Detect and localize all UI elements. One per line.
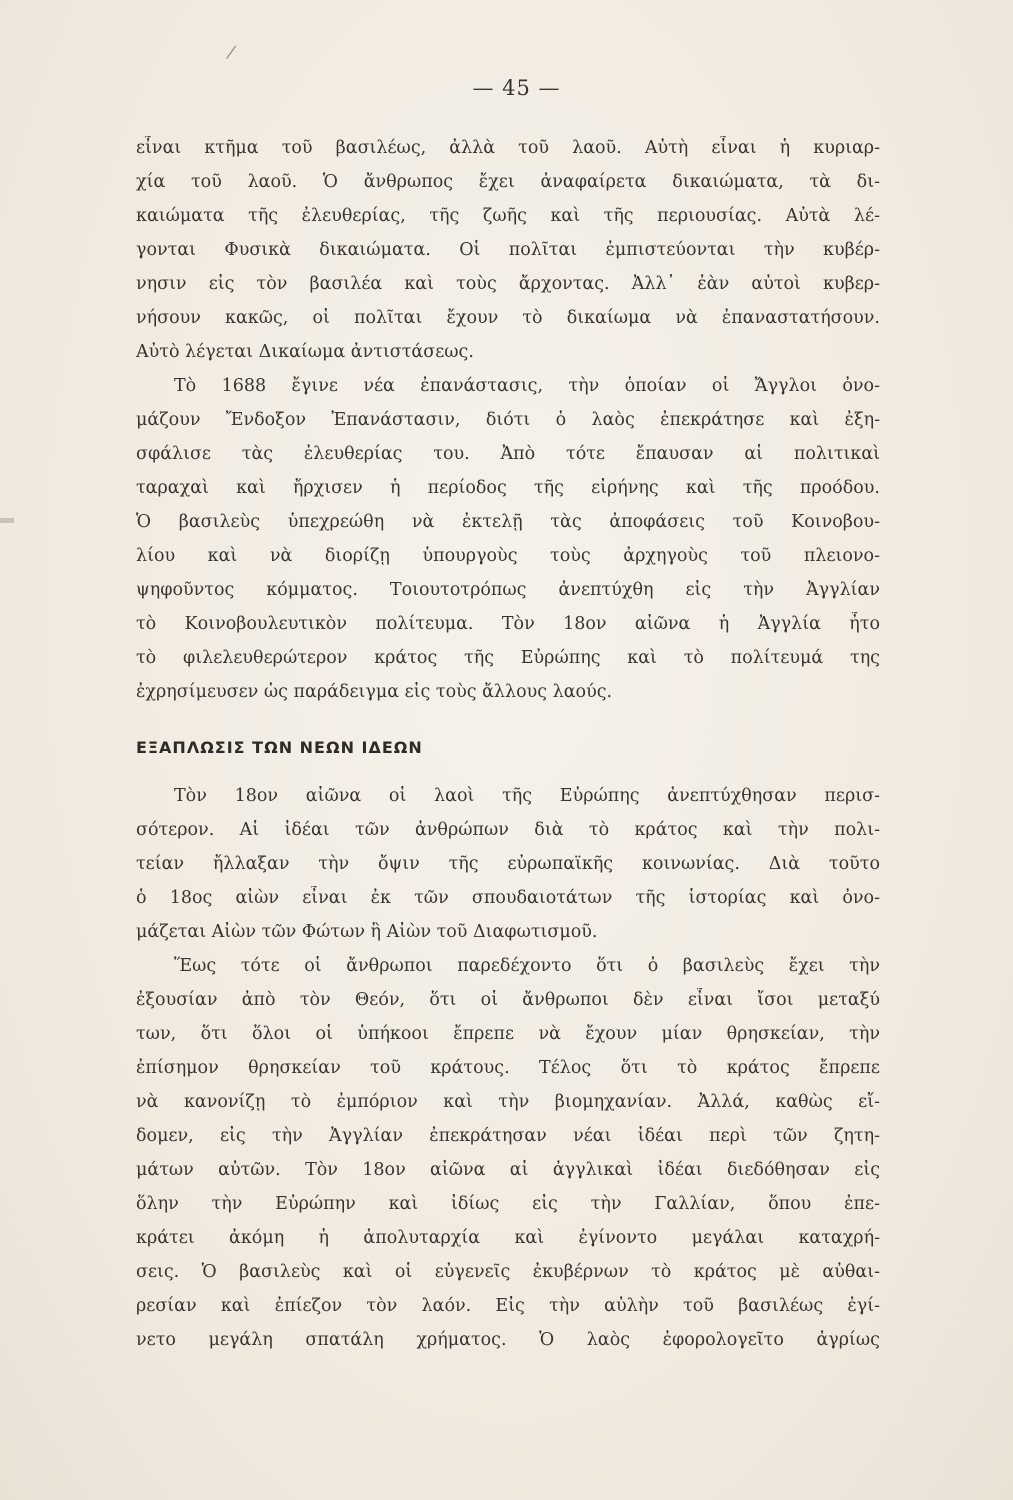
text-line: ἐχρησίμευσεν ὡς παράδειγμα εἰς τοὺς ἄλλους λαούς. — [136, 682, 613, 702]
text-line: μάτων αὐτῶν. Τὸν 18ον αἰῶνα αἱ ἀγγλικαὶ ἰδέαι διεδόθησαν εἰς — [136, 1160, 880, 1180]
text-line: Αὐτὸ λέγεται Δικαίωμα ἀντιστάσεως. — [136, 342, 474, 362]
margin-mark — [0, 518, 14, 523]
text-line: τὸ Κοινοβουλευτικὸν πολίτευμα. Τὸν 18ον αἰῶνα ἡ Ἀγγλία ἦτο — [136, 614, 880, 634]
text-line: των, ὅτι ὅλοι οἱ ὑπήκοοι ἔπρεπε νὰ ἔχουν μίαν θρησκείαν, τὴν — [136, 1024, 880, 1044]
text-line: ταραχαὶ καὶ ἤρχισεν ἡ περίοδος τῆς εἰρήνης καὶ τῆς προόδου. — [136, 478, 880, 498]
text-line: ἐξουσίαν ἀπὸ τὸν Θεόν, ὅτι οἱ ἄνθρωποι δὲν εἶναι ἴσοι μεταξύ — [136, 990, 880, 1010]
text-line: νήσουν κακῶς, οἱ πολῖται ἔχουν τὸ δικαίωμα νὰ ἐπαναστατήσουν. — [136, 308, 880, 328]
page-number: — 45 — — [472, 76, 561, 100]
text-line: σεις. Ὁ βασιλεὺς καὶ οἱ εὐγενεῖς ἐκυβέρνων τὸ κράτος μὲ αὐθαι- — [136, 1262, 880, 1282]
text-line: Τὸν 18ον αἰῶνα οἱ λαοὶ τῆς Εὐρώπης ἀνεπτύχθησαν περισ- — [174, 786, 880, 806]
text-line: γονται Φυσικὰ δικαιώματα. Οἱ πολῖται ἐμπιστεύονται τὴν κυβέρ- — [136, 240, 880, 260]
text-line: σότερον. Αἱ ἰδέαι τῶν ἀνθρώπων διὰ τὸ κράτος καὶ τὴν πολι- — [136, 820, 880, 840]
text-line: τείαν ἤλλαξαν τὴν ὄψιν τῆς εὐρωπαϊκῆς κοινωνίας. Διὰ τοῦτο — [136, 854, 880, 874]
text-line: Ἕως τότε οἱ ἄνθρωποι παρεδέχοντο ὅτι ὁ βασιλεὺς ἔχει τὴν — [174, 956, 880, 976]
text-line: καιώματα τῆς ἐλευθερίας, τῆς ζωῆς καὶ τῆς περιουσίας. Αὐτὰ λέ- — [136, 206, 880, 226]
text-line: ὅλην τὴν Εὐρώπην καὶ ἰδίως εἰς τὴν Γαλλίαν, ὅπου ἐπε- — [136, 1194, 880, 1214]
text-line: μάζουν Ἔνδοξον Ἐπανάστασιν, διότι ὁ λαὸς ἐπεκράτησε καὶ ἐξη- — [136, 410, 880, 430]
text-line: νησιν εἰς τὸν βασιλέα καὶ τοὺς ἄρχοντας. Ἀλλ᾽ ἐὰν αὐτοὶ κυβερ- — [136, 274, 880, 294]
section-heading: ΕΞΑΠΛΩΣΙΣ ΤΩΝ ΝΕΩΝ ΙΔΕΩΝ — [136, 738, 423, 757]
text-line: ψηφοῦντος κόμματος. Τοιουτοτρόπως ἀνεπτύχθη εἰς τὴν Ἀγγλίαν — [136, 580, 880, 600]
text-line: χία τοῦ λαοῦ. Ὁ ἄνθρωπος ἔχει ἀναφαίρετα δικαιώματα, τὰ δι- — [136, 172, 880, 192]
text-line: σφάλισε τὰς ἐλευθερίας του. Ἀπὸ τότε ἔπαυσαν αἱ πολιτικαὶ — [136, 444, 880, 464]
text-line: ὁ 18ος αἰὼν εἶναι ἐκ τῶν σπουδαιοτάτων τῆς ἱστορίας καὶ ὀνο- — [136, 888, 880, 908]
text-line: Ὁ βασιλεὺς ὑπεχρεώθη νὰ ἐκτελῇ τὰς ἀποφάσεις τοῦ Κοινοβου- — [136, 512, 880, 532]
text-line: Τὸ 1688 ἔγινε νέα ἐπανάστασις, τὴν ὁποίαν οἱ Ἄγγλοι ὀνο- — [174, 376, 880, 396]
text-line: ρεσίαν καὶ ἐπίεζον τὸν λαόν. Εἰς τὴν αὐλὴν τοῦ βασιλέως ἐγί- — [136, 1296, 880, 1316]
text-line: ἐπίσημον θρησκείαν τοῦ κράτους. Τέλος ὅτι τὸ κράτος ἔπρεπε — [136, 1058, 880, 1078]
text-line: νετο μεγάλη σπατάλη χρήματος. Ὁ λαὸς ἐφορολογεῖτο ἀγρίως — [136, 1330, 880, 1350]
text-line: κράτει ἀκόμη ἡ ἀπολυταρχία καὶ ἐγίνοντο μεγάλαι καταχρή- — [136, 1228, 880, 1248]
text-line: νὰ κανονίζῃ τὸ ἐμπόριον καὶ τὴν βιομηχανίαν. Ἀλλά, καθὼς εἴ- — [136, 1092, 880, 1112]
text-line: δομεν, εἰς τὴν Ἀγγλίαν ἐπεκράτησαν νέαι ἰδέαι περὶ τῶν ζητη- — [136, 1126, 880, 1146]
text-line: τὸ φιλελευθερώτερον κράτος τῆς Εὐρώπης καὶ τὸ πολίτευμά της — [136, 648, 880, 668]
text-line: εἶναι κτῆμα τοῦ βασιλέως, ἀλλὰ τοῦ λαοῦ. Αὐτὴ εἶναι ἡ κυριαρ- — [136, 138, 880, 158]
text-line: μάζεται Αἰὼν τῶν Φώτων ἢ Αἰὼν τοῦ Διαφωτισμοῦ. — [136, 922, 598, 942]
text-line: λίου καὶ νὰ διορίζῃ ὑπουργοὺς τοὺς ἀρχηγοὺς τοῦ πλειονο- — [136, 546, 880, 566]
pencil-mark: / — [224, 41, 238, 64]
